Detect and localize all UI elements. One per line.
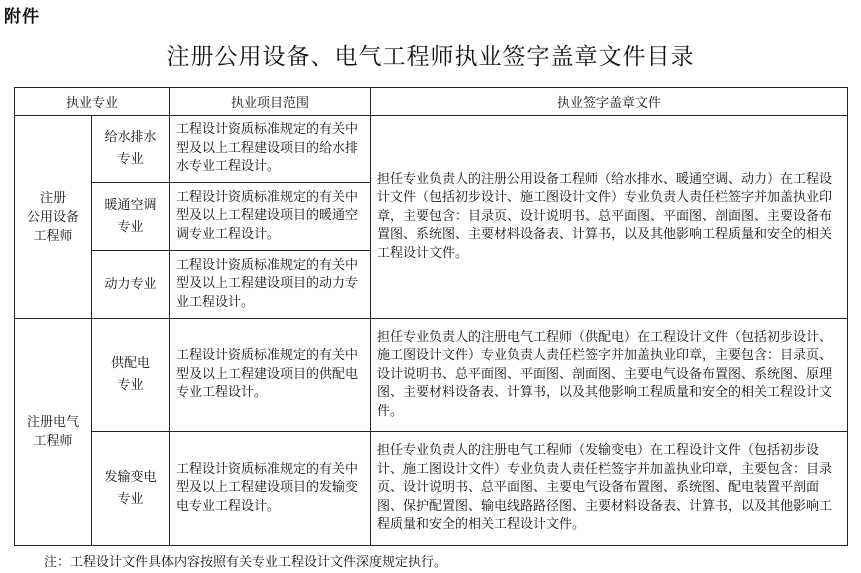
scope-generation-transmission: 工程设计资质标准规定的有关中型及以上工程建设项目的发输变电专业工程设计。 [170, 432, 371, 546]
table-row [15, 432, 848, 546]
specialty-name: 暖通空调 专业 [104, 197, 157, 235]
profession-name: 注册电气 工程师 [26, 415, 79, 449]
document-title: 注册公用设备、电气工程师执业签字盖章文件目录 [166, 44, 695, 70]
table-row [15, 116, 848, 183]
header-profession: 执业专业 [15, 88, 170, 116]
specialty-name: 动力专业 [104, 276, 157, 292]
profession-name: 注册 公用设备 工程师 [26, 190, 79, 244]
profession-utilities-engineer [15, 116, 92, 319]
table-row [15, 319, 848, 432]
documents-generation-transmission: 担任专业负责人的注册电气工程师（发输变电）在工程设计文件（包括初步设计、施工图设计文件）专业负责人责任栏签字并加盖执业印章，主要包含：目录页、设计说明书、总平面图、主要电气设备布置图、系统图、配电装置平剖面图、保护配置图、输电线路路径图、主要材料设备表、计算书，以及其他影响工程质量和安全的相关工程设计文件。 [371, 432, 848, 546]
scope-power: 工程设计资质标准规定的有关中型及以上工程建设项目的动力专业工程设计。 [170, 251, 371, 319]
header-documents: 执业签字盖章文件 [371, 88, 848, 116]
attachment-label: 附件 [4, 7, 40, 27]
table-header-row [15, 88, 848, 116]
specialty-name: 发输变电 专业 [104, 469, 157, 507]
specialty-power [92, 251, 170, 319]
scope-power-supply: 工程设计资质标准规定的有关中型及以上工程建设项目的供配电专业工程设计。 [170, 319, 371, 432]
specialty-name: 供配电 专业 [111, 356, 151, 393]
scope-hvac: 工程设计资质标准规定的有关中型及以上工程建设项目的暖通空调专业工程设计。 [170, 183, 371, 251]
signature-document-table [14, 87, 848, 546]
specialty-water [92, 116, 170, 183]
specialty-name: 给水排水 专业 [104, 130, 157, 167]
specialty-power-supply [92, 319, 170, 432]
documents-utilities-engineer: 担任专业负责人的注册公用设备工程师（给水排水、暖通空调、动力）在工程设计文件（包括初步设计、施工图设计文件）专业负责人责任栏签字并加盖执业印章，主要包含：目录页、设计说明书、总平面图、平面图、剖面图、主要设备布置图、系统图、主要材料设备表、计算书，以及其他影响工程质量和安全的相关工程设计文件。 [371, 116, 848, 319]
scope-water: 工程设计资质标准规定的有关中型及以上工程建设项目的给水排水专业工程设计。 [170, 116, 371, 183]
footnote: 注：工程设计文件具体内容按照有关专业工程设计文件深度规定执行。 [44, 555, 448, 570]
documents-power-supply: 担任专业负责人的注册电气工程师（供配电）在工程设计文件（包括初步设计、施工图设计文件）专业负责人责任栏签字并加盖执业印章，主要包含：目录页、设计说明书、总平面图、平面图、剖面图、主要电气设备布置图、系统图、原理图、主要材料设备表、计算书，以及其他影响工程质量和安全的相关工程设计文件。 [371, 319, 848, 432]
specialty-generation-transmission [92, 432, 170, 546]
specialty-hvac [92, 183, 170, 251]
profession-electrical-engineer [15, 319, 92, 546]
header-scope: 执业项目范围 [170, 88, 371, 116]
